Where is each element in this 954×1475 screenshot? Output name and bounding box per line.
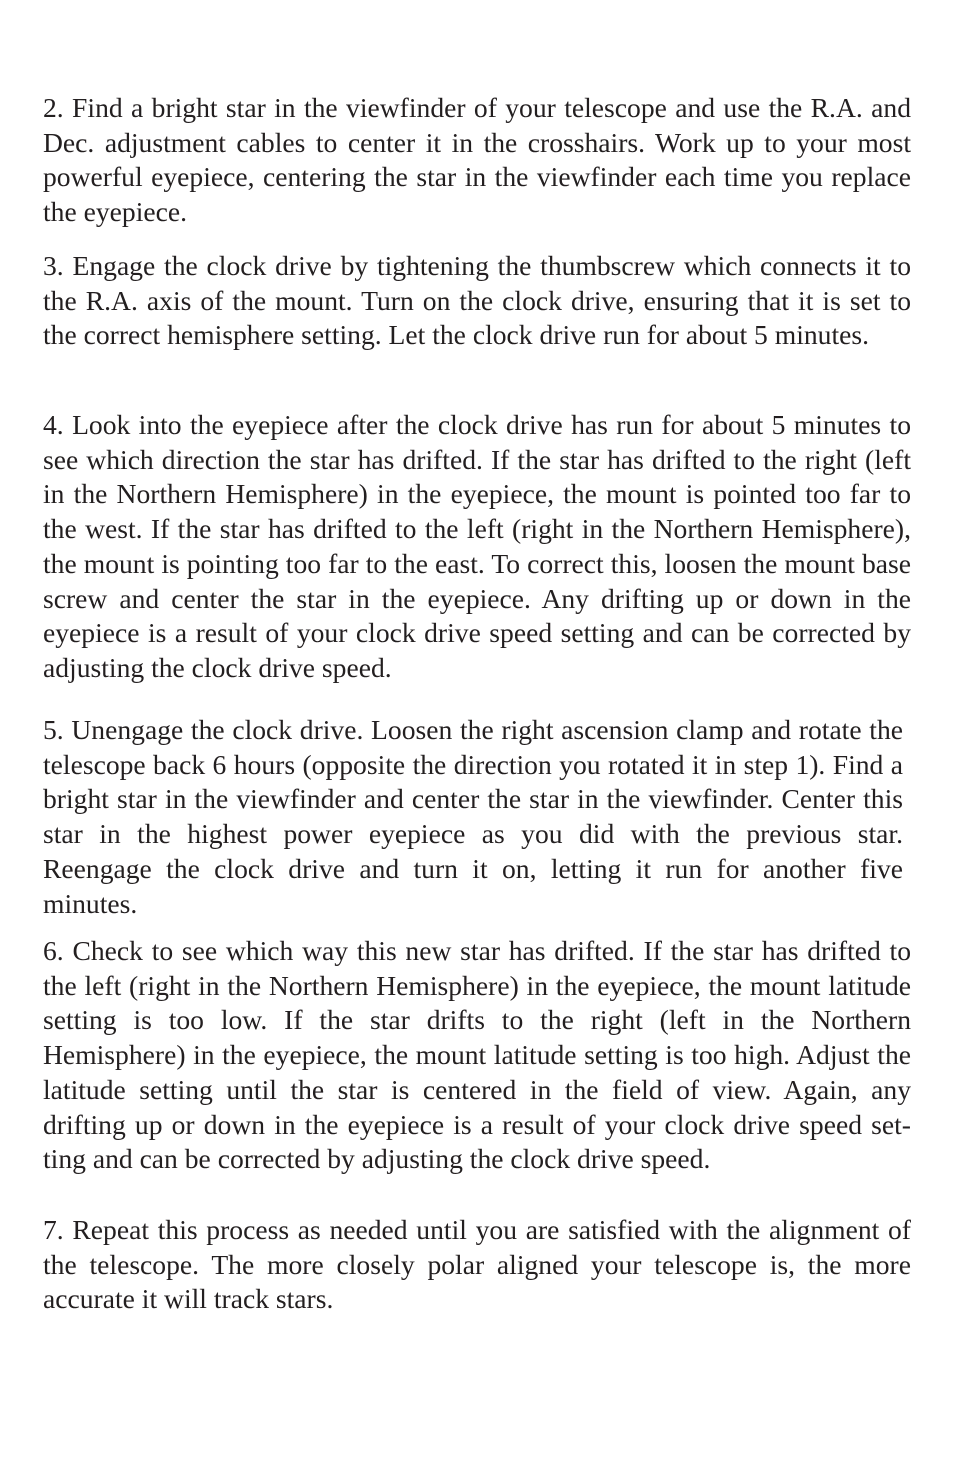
step-4-paragraph: 4. Look into the eyepiece after the clock drive has run for about 5 minutes to see which direction the star has drifted. If the star has drifted to the right (left in the Northern Hemisphere) in the eyepiece, the mount is pointed too far to the west. If the star has drifted to the left (right in the Northern Hemisphere), the mount is pointing too far to the east. To correct this, loosen the mount base screw and center the star in the eyepiece. Any drifting up or down in the eyepiece is a result of your clock drive speed setting and can be corrected by adjusting the clock drive speed. — [43, 409, 911, 683]
step-7-paragraph: 7. Repeat this process as needed until you are satisfied with the alignment of the telescope. The more closely polar aligned your telescope is, the more accurate it will track stars. — [43, 1214, 911, 1315]
step-5-paragraph: 5. Unengage the clock drive. Loosen the right ascension clamp and rotate the telescope back 6 hours (opposite the direction you rotated it in step 1). Find a bright star in the viewfinder and center the star in the viewfinder. Center this star in the highest power eyepiece as you did with the previous star. Reengage the clock drive and turn it on, letting it run for another five minutes. — [43, 714, 903, 919]
step-2-paragraph: 2. Find a bright star in the viewfinder of your telescope and use the R.A. and Dec. adjustment cables to center it in the crosshairs. Work up to your most powerful eyepiece, centering the star in the viewfinder each time you replace the eyepiece. — [43, 92, 911, 228]
step-6-paragraph: 6. Check to see which way this new star has drifted. If the star has drifted to the left (right in the Northern Hemisphere) in the eyepiece, the mount latitude setting is too low. If the star drifts to the right (left in the Northern Hemisphere) in the eyepiece, the mount latitude setting is too high. Adjust the latitude setting until the star is centered in the field of view. Again, any drifting up or down in the eyepiece is a result of your clock drive speed setting and can be corrected by adjusting the clock drive speed. — [43, 935, 911, 1175]
step-3-paragraph: 3. Engage the clock drive by tightening the thumbscrew which connects it to the R.A. axis of the mount. Turn on the clock drive, ensuring that it is set to the correct hemisphere setting. Let the clock drive run for about 5 minutes. — [43, 250, 911, 351]
